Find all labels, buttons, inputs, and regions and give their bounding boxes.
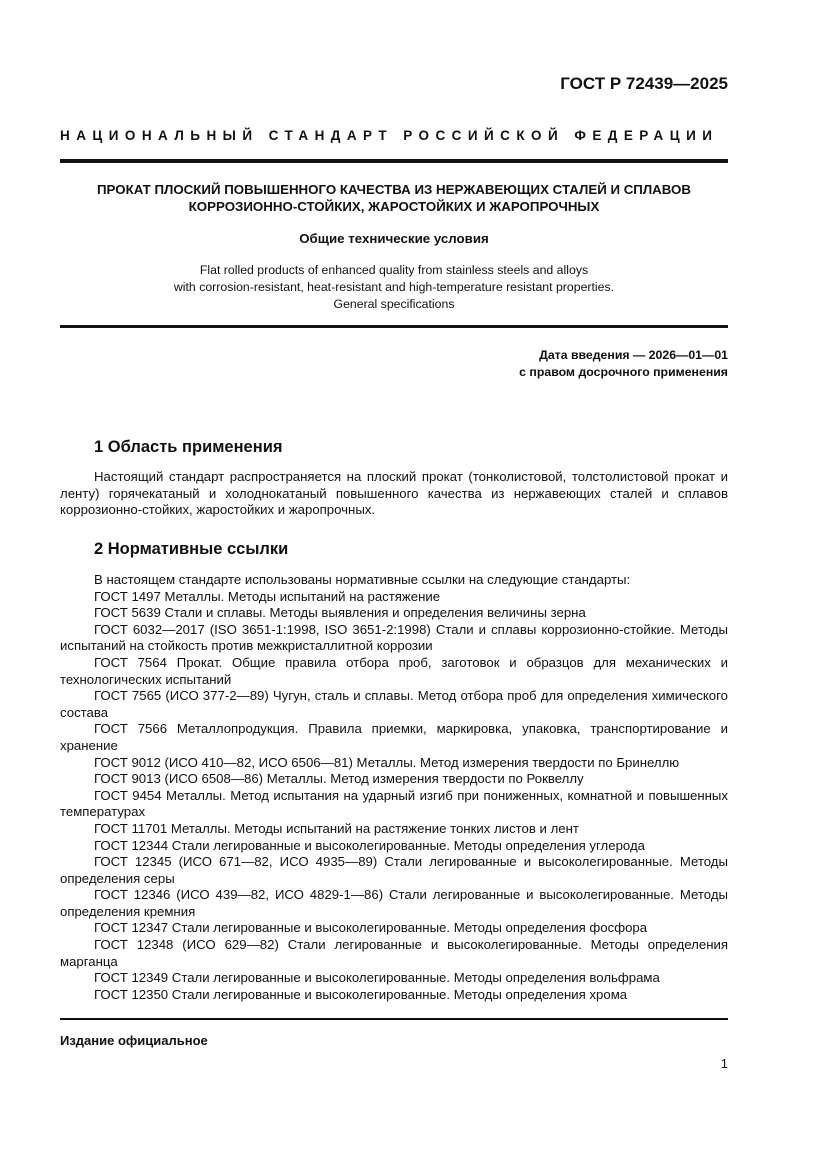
reference-item: ГОСТ 5639 Стали и сплавы. Методы выявления и определения величины зерна — [94, 605, 586, 621]
reference-item: ГОСТ 9013 (ИСО 6508—86) Металлы. Метод измерения твердости по Роквеллу — [94, 771, 584, 787]
english-title-line-1: Flat rolled products of enhanced quality from stainless steels and alloys — [199, 263, 589, 277]
reference-item: ГОСТ 12346 (ИСО 439—82, ИСО 4829-1—86) Стали легированные и высоколегированные. Методы определения кремния — [60, 887, 728, 919]
reference-item: ГОСТ 7564 Прокат. Общие правила отбора проб, заготовок и образцов для механических и технологических испытаний — [60, 654, 728, 687]
official-edition-label: Издание официальное — [60, 1033, 208, 1048]
section-2-references — [60, 572, 728, 1003]
references-intro: В настоящем стандарте использованы нормативные ссылки на следующие стандарты: — [94, 572, 631, 587]
reference-item: ГОСТ 12350 Стали легированные и высоколегированные. Методы определения хрома — [94, 986, 628, 1002]
reference-item: ГОСТ 1497 Металлы. Методы испытаний на растяжение — [94, 588, 441, 604]
section-1-body — [60, 469, 728, 519]
section-1-paragraph: Настоящий стандарт распространяется на плоский прокат (тонколистовой, толстолистовой прокат и ленту) горячекатаный и холоднокатаный повышенного качества из нержавеющих сталей и сплавов коррозионно-стойких, жаростойких и жаропрочных. — [60, 469, 728, 518]
reference-item: ГОСТ 12344 Стали легированные и высоколегированные. Методы определения углерода — [94, 837, 645, 853]
english-title-line-2: with corrosion-resistant, heat-resistant and high-temperature resistant properties. — [173, 280, 615, 294]
reference-item: ГОСТ 7566 Металлопродукция. Правила приемки, маркировка, упаковка, транспортирование и хранение — [60, 721, 728, 753]
reference-item: ГОСТ 12349 Стали легированные и высоколегированные. Методы определения вольфрама — [94, 970, 660, 986]
section-2-heading: 2 Нормативные ссылки — [94, 540, 289, 558]
introduction-date-line-1: Дата введения — 2026—01—01 — [539, 348, 728, 362]
document-title — [60, 181, 728, 215]
reference-item: ГОСТ 7565 (ИСО 377-2—89) Чугун, сталь и сплавы. Метод отбора проб для определения химического состава — [60, 688, 728, 720]
reference-item: ГОСТ 9454 Металлы. Метод испытания на ударный изгиб при пониженных, комнатной и повышенных температурах — [60, 787, 728, 820]
page-number: 1 — [720, 1056, 728, 1071]
reference-item: ГОСТ 11701 Металлы. Методы испытаний на растяжение тонких листов и лент — [94, 820, 579, 836]
title-line-1: ПРОКАТ ПЛОСКИЙ ПОВЫШЕННОГО КАЧЕСТВА ИЗ НЕРЖАВЕЮЩИХ СТАЛЕЙ И СПЛАВОВ — [96, 182, 692, 197]
reference-item: ГОСТ 12348 (ИСО 629—82) Стали легированные и высоколегированные. Методы определения марганца — [60, 937, 728, 969]
document-subtitle: Общие технические условия — [299, 231, 489, 246]
section-1-heading: 1 Область применения — [94, 438, 283, 456]
introduction-date-line-2: с правом досрочного применения — [519, 364, 728, 379]
document-number: ГОСТ Р 72439—2025 — [560, 74, 728, 93]
reference-item: ГОСТ 9012 (ИСО 410—82, ИСО 6506—81) Металлы. Метод измерения твердости по Бринеллю — [94, 754, 680, 770]
introduction-date — [519, 347, 728, 380]
reference-item: ГОСТ 12345 (ИСО 671—82, ИСО 4935—89) Стали легированные и высоколегированные. Методы определения серы — [60, 854, 728, 886]
footer-rule — [60, 1018, 728, 1020]
title-line-2: КОРРОЗИОННО-СТОЙКИХ, ЖАРОСТОЙКИХ И ЖАРОПРОЧНЫХ — [188, 199, 600, 214]
title-rule — [60, 325, 728, 328]
reference-item: ГОСТ 12347 Стали легированные и высоколегированные. Методы определения фосфора — [94, 920, 648, 936]
national-standard-banner: НАЦИОНАЛЬНЫЙ СТАНДАРТ РОССИЙСКОЙ ФЕДЕРАЦИИ — [60, 128, 719, 143]
english-title-line-3: General specifications — [333, 297, 455, 311]
english-title — [60, 262, 728, 313]
top-rule — [60, 159, 728, 163]
reference-item: ГОСТ 6032—2017 (ISO 3651-1:1998, ISO 3651-2:1998) Стали и сплавы коррозионно-стойкие. Методы испытаний на стойкость против межкристаллитной коррозии — [60, 621, 728, 654]
